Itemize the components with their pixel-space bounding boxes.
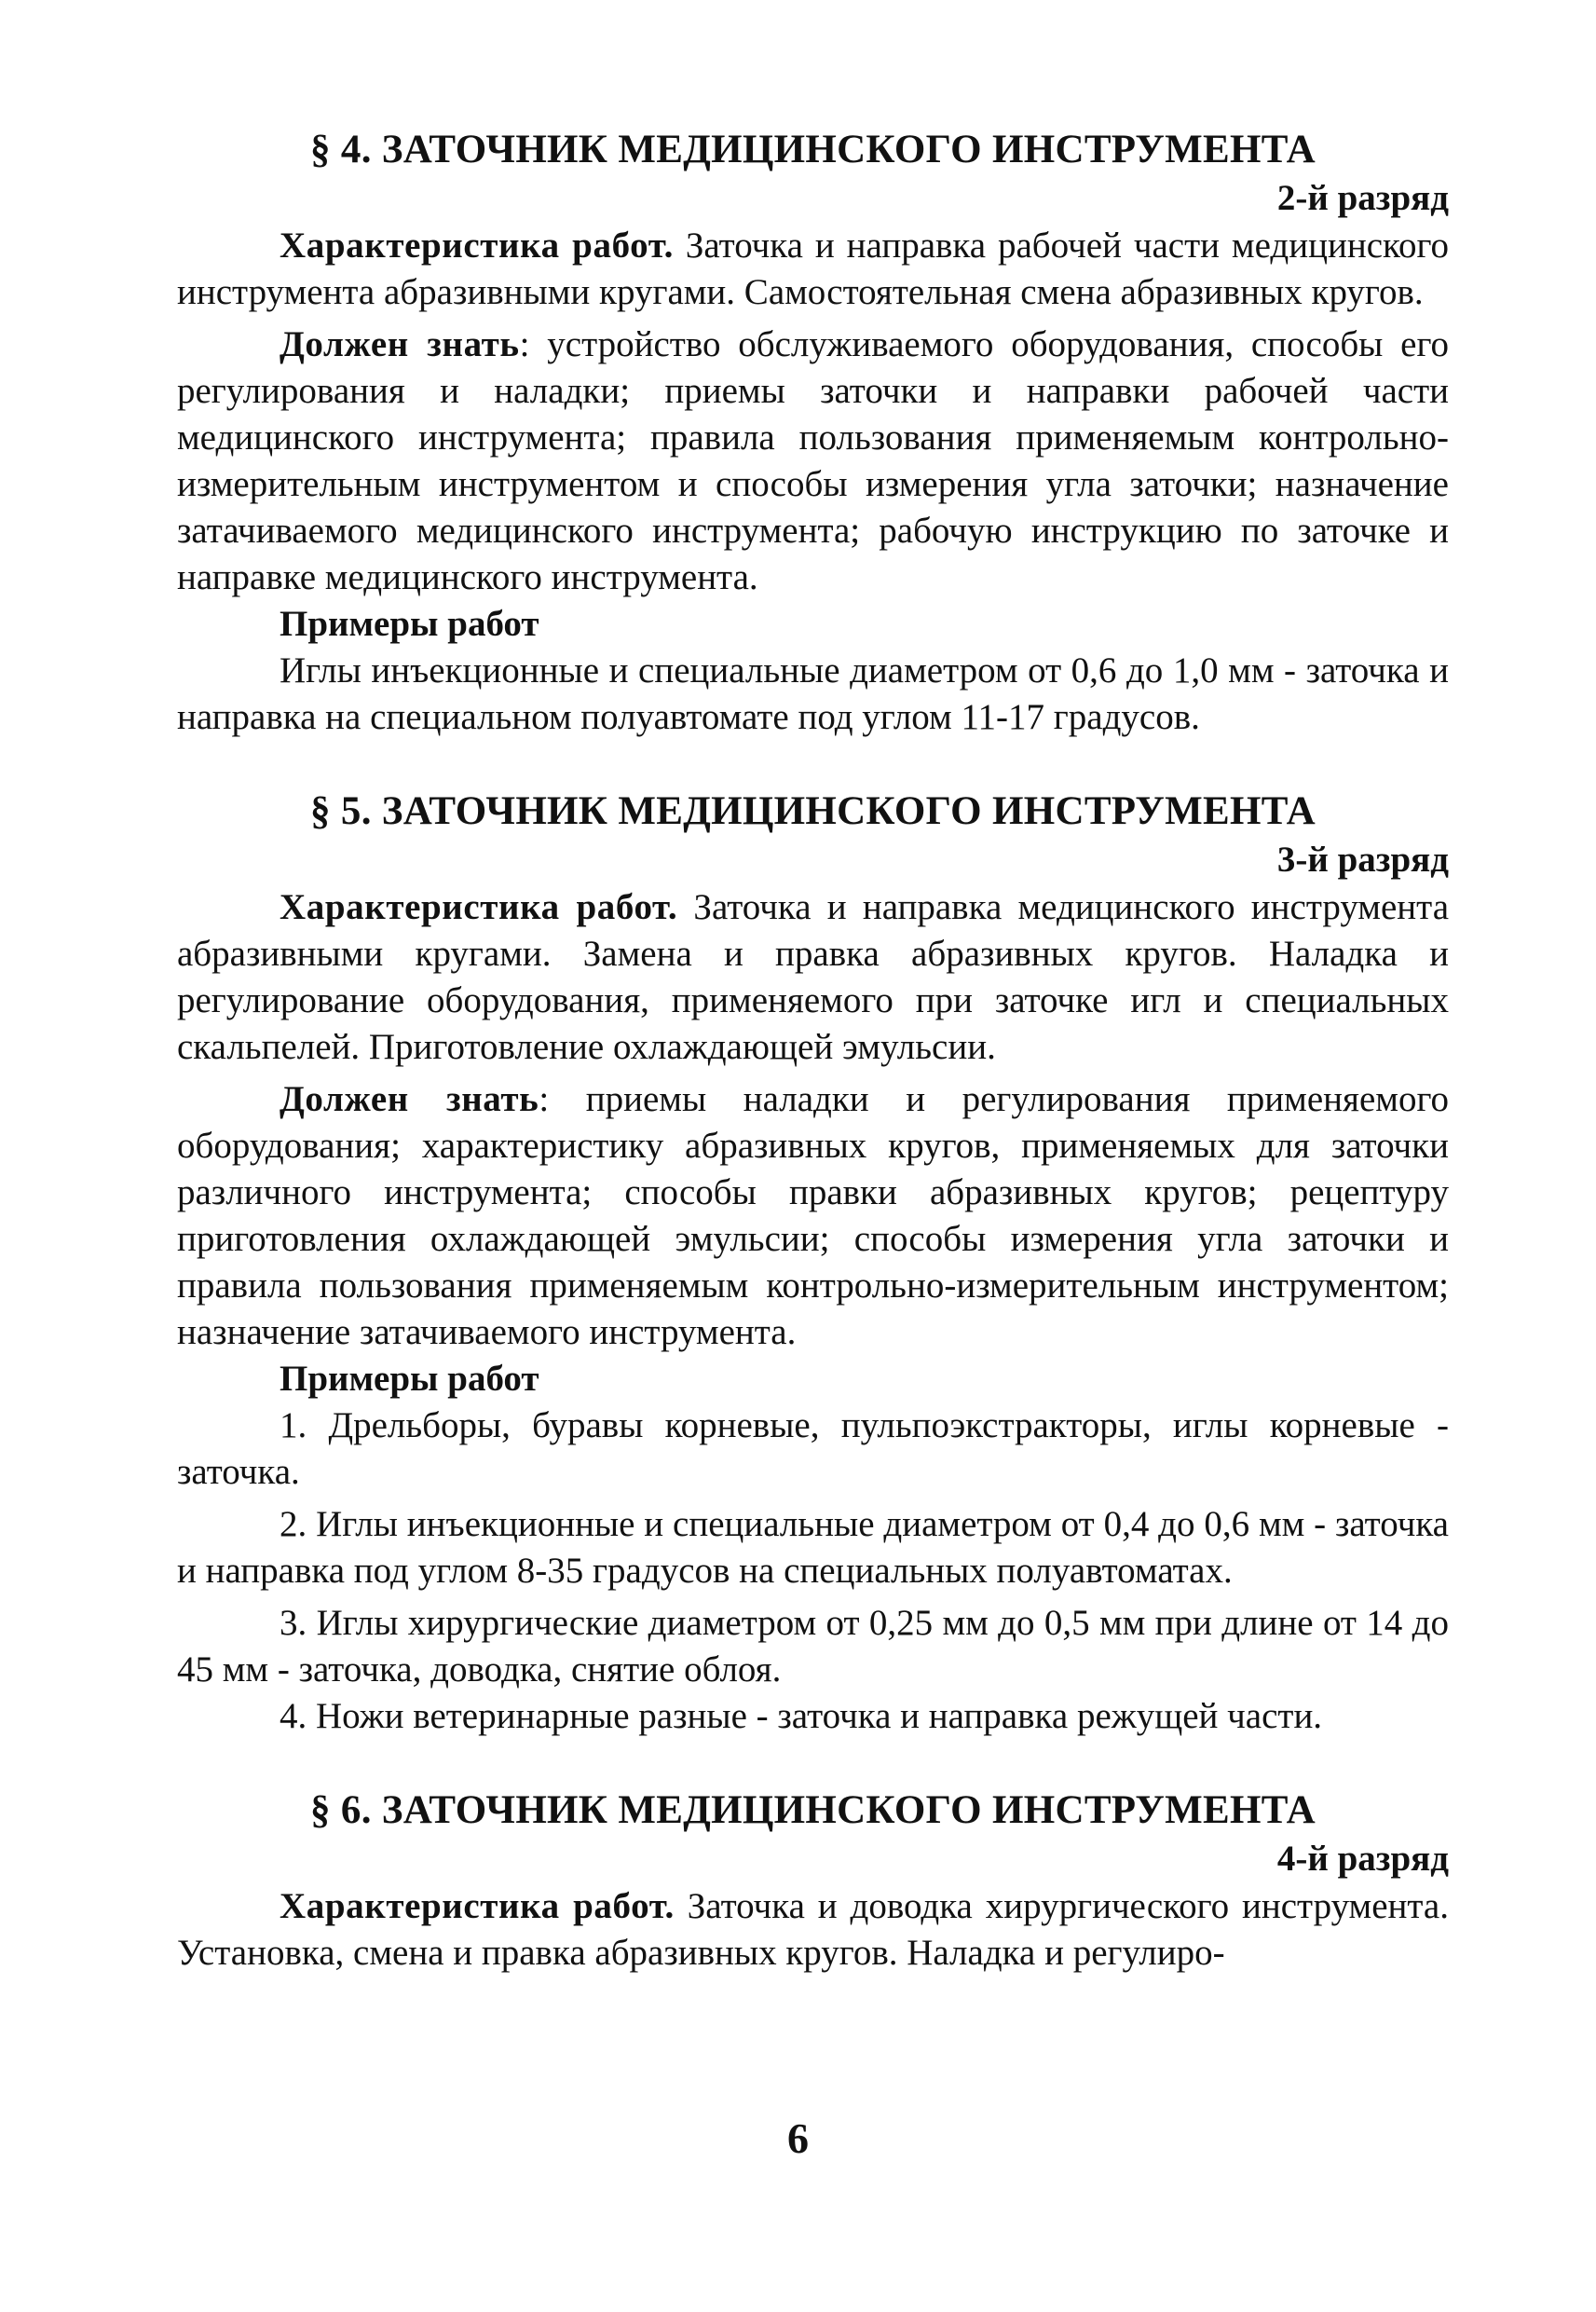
knowledge-paragraph: [177, 321, 1449, 601]
characteristic-paragraph: [177, 884, 1449, 1071]
characteristic-text: Заточка и направка рабочей части медицинского инструмента абразивными кругами. Самостоятельная смена абразивных кругов.: [177, 226, 1449, 312]
document-page: [177, 126, 1449, 1977]
characteristic-paragraph: [177, 223, 1449, 316]
page-number: 6: [787, 2114, 809, 2162]
example-item: 2. Иглы инъекционные и специальные диаметром от 0,4 до 0,6 мм - заточка и направка под углом 8-35 градусов на специальных полуавтоматах.: [177, 1504, 1449, 1591]
section-5: [177, 787, 1449, 1740]
grade-label: 4-й разряд: [1276, 1839, 1449, 1879]
section-title: § 4. ЗАТОЧНИК МЕДИЦИНСКОГО ИНСТРУМЕНТА: [310, 128, 1316, 171]
section-title: § 6. ЗАТОЧНИК МЕДИЦИНСКОГО ИНСТРУМЕНТА: [310, 1788, 1316, 1832]
examples-heading: Примеры работ: [280, 1359, 539, 1399]
examples-heading: Примеры работ: [280, 604, 539, 644]
example-item: Иглы инъекционные и специальные диаметром от 0,6 до 1,0 мм - заточка и направка на специальном полуавтомате под углом 11-17 градусов.: [177, 650, 1449, 737]
characteristic-label: Характеристика работ.: [280, 226, 674, 266]
characteristic-label: Характеристика работ.: [280, 887, 678, 927]
characteristic-text: Заточка и доводка хирургического инструмента. Установка, смена и правка абразивных кругов. Наладка и регулиро-: [177, 1886, 1449, 1973]
characteristic-label: Характеристика работ.: [280, 1886, 675, 1926]
example-item: 4. Ножи ветеринарные разные - заточка и направка режущей части.: [280, 1696, 1323, 1736]
knowledge-text: : устройство обслуживаемого оборудования, способы его регулирования и наладки; приемы заточки и направки рабочей части медицинского инструмента; правила пользования применяемым контрольно-измерительным инструментом и способы измерения угла заточки; назначение затачиваемого медицинского инструмента; рабочую инструкцию по заточке и направке медицинского инструмента.: [177, 324, 1449, 597]
example-item: 1. Дрельборы, буравы корневые, пульпоэкстракторы, иглы корневые - заточка.: [177, 1405, 1449, 1492]
grade-label: 2-й разряд: [1276, 178, 1449, 218]
grade-label: 3-й разряд: [1276, 840, 1449, 880]
section-title: § 5. ЗАТОЧНИК МЕДИЦИНСКОГО ИНСТРУМЕНТА: [310, 789, 1316, 833]
knowledge-label: Должен знать: [280, 1079, 539, 1119]
knowledge-paragraph: [177, 1076, 1449, 1356]
section-6: [177, 1786, 1449, 1977]
example-item: 3. Иглы хирургические диаметром от 0,25 мм до 0,5 мм при длине от 14 до 45 мм - заточка, доводка, снятие облоя.: [177, 1603, 1449, 1690]
characteristic-text: Заточка и направка медицинского инструмента абразивными кругами. Замена и правка абразивных кругов. Наладка и регулирование оборудования, применяемого при заточке игл и специальных скальпелей. Приготовление охлаждающей эмульсии.: [177, 887, 1450, 1067]
knowledge-text: : приемы наладки и регулирования применяемого оборудования; характеристику абразивных кругов, применяемых для заточки различного инструмента; способы правки абразивных кругов; рецептуру приготовления охлаждающей эмульсии; способы измерения угла заточки и правила пользования применяемым контрольно-измерительным инструментом; назначение затачиваемого инструмента.: [177, 1079, 1449, 1352]
section-4: [177, 126, 1449, 741]
knowledge-label: Должен знать: [280, 324, 520, 364]
characteristic-paragraph: [177, 1883, 1449, 1977]
